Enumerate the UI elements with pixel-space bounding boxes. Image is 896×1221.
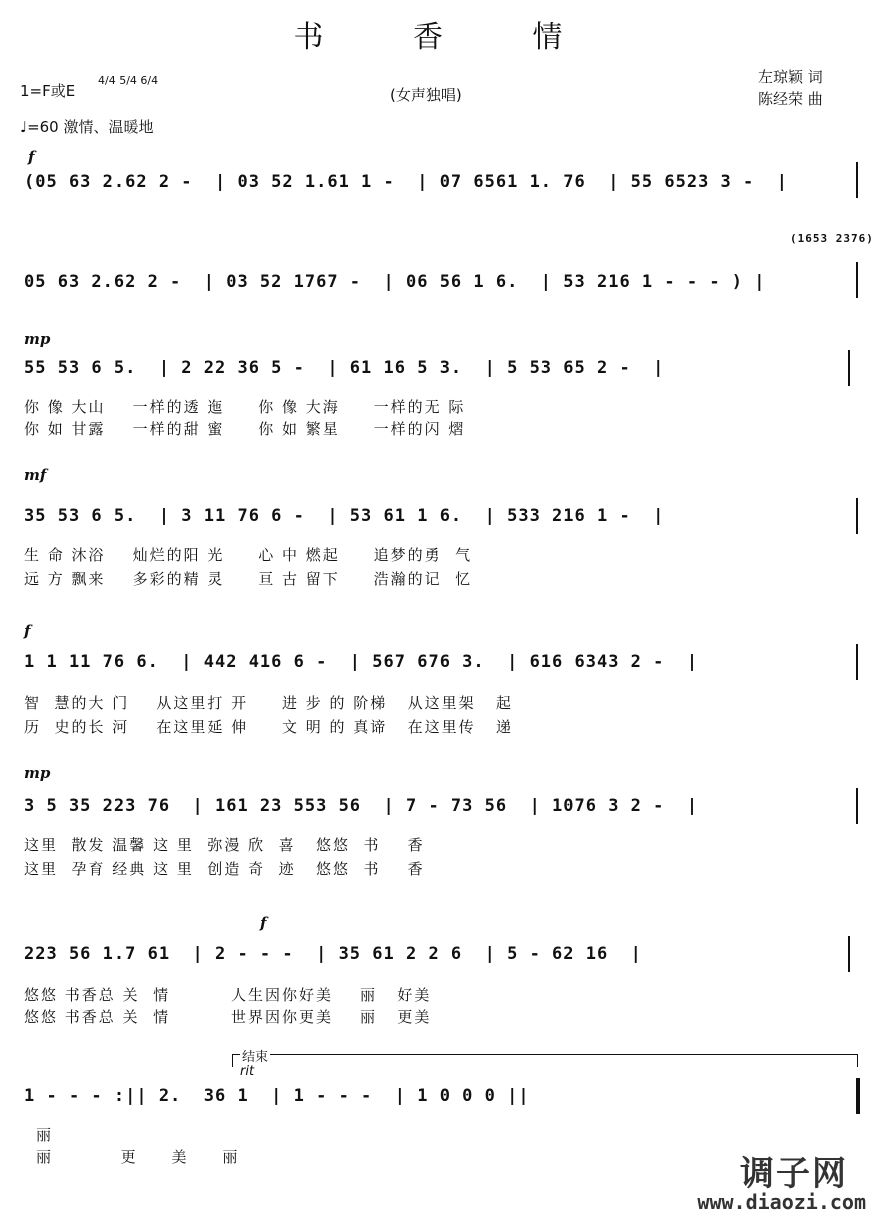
barline <box>856 162 858 198</box>
lyric-verse-1: 丽 <box>36 1126 54 1144</box>
lyric-verse-2: 这里 孕育 经典 这 里 创造 奇 迹 悠悠 书 香 <box>24 860 425 878</box>
lyric-verse-2: 丽 更 美 丽 <box>36 1148 240 1166</box>
watermark-url: www.diaozi.com <box>697 1190 866 1214</box>
ritardando-mark: rit <box>240 1064 255 1079</box>
key-signature: 1=F或E <box>20 82 76 100</box>
lyricist: 左琼颖 词 <box>758 68 823 86</box>
meter-1: 4/4 <box>98 74 116 87</box>
notation-line: 1 1 11 76 6. | 442 416 6 - | 567 676 3. | 616 6343 2 - | <box>24 652 699 672</box>
final-barline <box>856 1078 860 1114</box>
notation-line: (05 63 2.62 2 - | 03 52 1.61 1 - | 07 6561 1. 76 | 55 6523 3 - | <box>24 172 788 192</box>
lyric-verse-2: 你 如 甘露 一样的甜 蜜 你 如 繁星 一样的闪 熠 <box>24 420 466 438</box>
composer: 陈经荣 曲 <box>758 90 823 108</box>
lyric-verse-1: 这里 散发 温馨 这 里 弥漫 欣 喜 悠悠 书 香 <box>24 836 425 854</box>
lyric-verse-1: 你 像 大山 一样的透 迤 你 像 大海 一样的无 际 <box>24 398 466 416</box>
notation-line: 55 53 6 5. | 2 22 36 5 - | 61 16 5 3. | 5 53 65 2 - | <box>24 358 665 378</box>
lyric-verse-1: 生 命 沐浴 灿烂的阳 光 心 中 燃起 追梦的勇 气 <box>24 546 473 564</box>
barline <box>848 936 850 972</box>
barline <box>856 788 858 824</box>
meter-2: 5/4 <box>119 74 137 87</box>
barline <box>856 498 858 534</box>
ending-label: 结束 <box>240 1046 270 1065</box>
meter-list <box>98 76 158 86</box>
ending-bracket <box>232 1054 858 1067</box>
dynamic-mark: mf <box>24 466 47 484</box>
meter-3: 6/4 <box>140 74 159 87</box>
lyric-verse-1: 悠悠 书香总 关 情 人生因你好美 丽 好美 <box>24 986 432 1004</box>
song-title: 书 香 情 <box>293 20 603 55</box>
tempo-mark: ♩=60 激情、温暖地 <box>20 118 154 136</box>
lyric-verse-2: 远 方 飘来 多彩的精 灵 亘 古 留下 浩瀚的记 忆 <box>24 570 473 588</box>
dynamic-mark: f <box>28 148 35 166</box>
performance-note: (女声独唱) <box>390 86 462 104</box>
intro-tail: (1653 2376) <box>790 232 874 245</box>
dynamic-mark: mp <box>24 764 51 782</box>
notation-line: 223 56 1.7 61 | 2 - - - | 35 61 2 2 6 | 5 - 62 16 | <box>24 944 642 964</box>
lyric-verse-1: 智 慧的大 门 从这里打 开 进 步 的 阶梯 从这里架 起 <box>24 694 513 712</box>
notation-line: 35 53 6 5. | 3 11 76 6 - | 53 61 1 6. | 533 216 1 - | <box>24 506 665 526</box>
watermark-logo: 调子网 <box>740 1154 848 1194</box>
dynamic-mark: f <box>24 622 31 640</box>
lyric-verse-2: 历 史的长 河 在这里延 伸 文 明 的 真谛 在这里传 递 <box>24 718 513 736</box>
notation-line: 3 5 35 223 76 | 161 23 553 56 | 7 - 73 56 | 1076 3 2 - | <box>24 796 699 816</box>
lyric-verse-2: 悠悠 书香总 关 情 世界因你更美 丽 更美 <box>24 1008 432 1026</box>
notation-line: 1 - - - :|| 2. 36 1 | 1 - - - | 1 0 0 0 || <box>24 1086 530 1106</box>
notation-line: 05 63 2.62 2 - | 03 52 1767 - | 06 56 1 6. | 53 216 1 - - - ) | <box>24 272 766 292</box>
dynamic-mark: f <box>260 914 267 932</box>
dynamic-mark: mp <box>24 330 51 348</box>
barline <box>856 644 858 680</box>
barline <box>856 262 858 298</box>
barline <box>848 350 850 386</box>
